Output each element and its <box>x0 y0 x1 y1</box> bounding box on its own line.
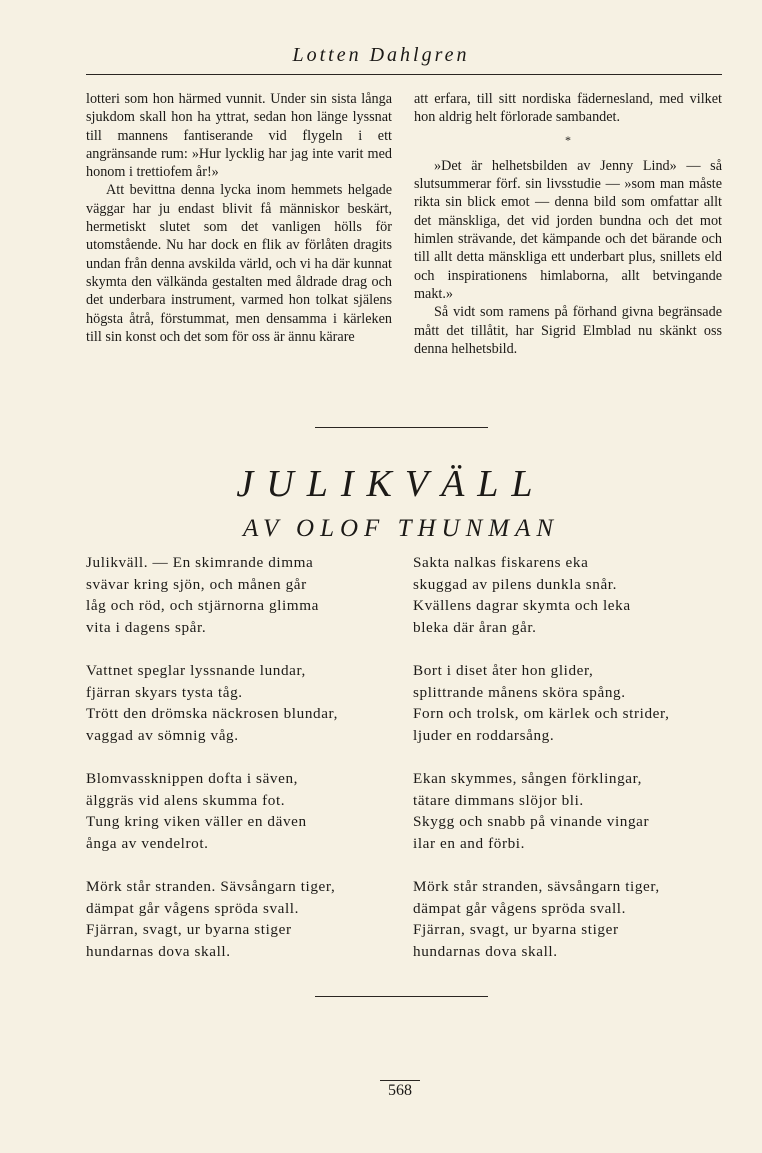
poem-stanza <box>86 552 386 638</box>
poem-line: Mörk står stranden. Sävsångarn tiger, <box>86 877 336 895</box>
prose-paragraph: Så vidt som ramens på förhand givna begränsade mått det tillåtit, har Sigrid Elmblad nu skänkt oss denna helhetsbild. <box>414 304 722 357</box>
poem-line: ilar en and förbi. <box>413 834 526 852</box>
poem-stanza <box>413 660 733 746</box>
poem-stanza <box>413 876 733 962</box>
poem-column-left <box>86 552 386 984</box>
poem-line: fjärran skyars tysta tåg. <box>86 683 243 701</box>
prose-paragraph: Att bevittna denna lycka inom hemmets helgade väggar har ju endast blivit få människor beskärt, hermetiskt slutet som det vanligen hölls för utomstående. Nu har dock en flik av förlåten dragits undan från denna avskilda värld, och vi ha där kunnat skymta den välkända gestalten med åldrade drag och det underbara instrument, varmed hon tolkat själens högsta åtrå, förstummat, men densamma i kärleken till sin konst och det som för oss är ännu kärare <box>86 182 392 345</box>
poem-title: JULIKVÄLL <box>236 463 546 505</box>
poem-line: Fjärran, svagt, ur byarna stiger <box>86 921 292 939</box>
header-rule <box>86 74 722 75</box>
poem-stanza <box>86 876 386 962</box>
prose-column-left <box>86 90 392 346</box>
poem-line: splittrande månens sköra spång. <box>413 683 626 701</box>
poem-stanza <box>86 768 386 854</box>
poem-line: ljuder en roddarsång. <box>413 726 555 744</box>
poem-column-right <box>413 552 733 984</box>
poem-line: låg och röd, och stjärnorna glimma <box>86 597 319 615</box>
section-divider-bottom <box>315 996 488 997</box>
poem-byline: AV OLOF THUNMAN <box>242 515 560 542</box>
poem-line: Fjärran, svagt, ur byarna stiger <box>413 921 619 939</box>
running-head: Lotten Dahlgren <box>292 44 470 66</box>
poem-line: bleka där åran går. <box>413 618 537 636</box>
poem-line: tätare dimmans slöjor bli. <box>413 791 584 809</box>
poem-line: Forn och trolsk, om kärlek och strider, <box>413 705 670 723</box>
poem-line: älggräs vid alens skumma fot. <box>86 791 286 809</box>
poem-stanza <box>413 552 733 638</box>
prose-paragraph: »Det är helhetsbilden av Jenny Lind» — så slutsummerar förf. sin livsstudie — »som man måste rikta sin blick emot — denna bild som omfattar allt det mänskliga, det vid jorden bundna och det mot himlen strävande, det kämpande och det bärande och till allt detta mänskliga ett underbart plus, snillets eld och inspirationens himlaborna, allt betvingande makt.» <box>414 157 722 302</box>
prose-column-right <box>414 90 722 358</box>
poem-line: Ekan skymmes, sången förklingar, <box>413 769 643 787</box>
poem-line: hundarnas dova skall. <box>413 942 558 960</box>
prose-paragraph: lotteri som hon härmed vunnit. Under sin sista långa sjukdom skall hon ha yttrat, sedan hon länge lyssnat till mannens fantiserande vid flygeln i ett angränsande rum: »Hur lycklig har jag inte varit med honom i trettiofem år!» <box>86 91 392 181</box>
poem-line: Mörk står stranden, sävsångarn tiger, <box>413 877 660 895</box>
poem-line: Sakta nalkas fiskarens eka <box>413 554 589 571</box>
poem-line: Skygg och snabb på vinande vingar <box>413 813 650 831</box>
prose-paragraph: att erfara, till sitt nordiska fädernesland, med vilket hon aldrig helt förlorade sambandet. <box>414 91 722 126</box>
poem-line: Blomvassknippen dofta i säven, <box>86 769 299 787</box>
poem-line: vita i dagens spår. <box>86 618 207 636</box>
poem-line: Kvällens dagrar skymta och leka <box>413 597 631 615</box>
section-asterisk: * <box>565 132 571 147</box>
poem-line: ånga av vendelrot. <box>86 834 209 852</box>
poem-line: vaggad av sömnig våg. <box>86 726 239 744</box>
poem-line: Vattnet speglar lyssnande lundar, <box>86 661 306 679</box>
poem-line: dämpat går vågens spröda svall. <box>86 899 300 917</box>
poem-stanza <box>413 768 733 854</box>
poem-line: Tung kring viken väller en däven <box>86 813 307 831</box>
section-divider-top <box>315 427 488 428</box>
poem-line: dämpat går vågens spröda svall. <box>413 899 627 917</box>
poem-line: hundarnas dova skall. <box>86 942 231 960</box>
poem-line: svävar kring sjön, och månen går <box>86 575 307 593</box>
poem-line: skuggad av pilens dunkla snår. <box>413 575 618 593</box>
poem-stanza <box>86 660 386 746</box>
poem-line: Bort i diset åter hon glider, <box>413 661 594 679</box>
poem-line: Julikväll. — En skimrande dimma <box>86 554 314 571</box>
poem-line: Trött den drömska näckrosen blundar, <box>86 705 338 723</box>
page-number: 568 <box>380 1080 420 1100</box>
